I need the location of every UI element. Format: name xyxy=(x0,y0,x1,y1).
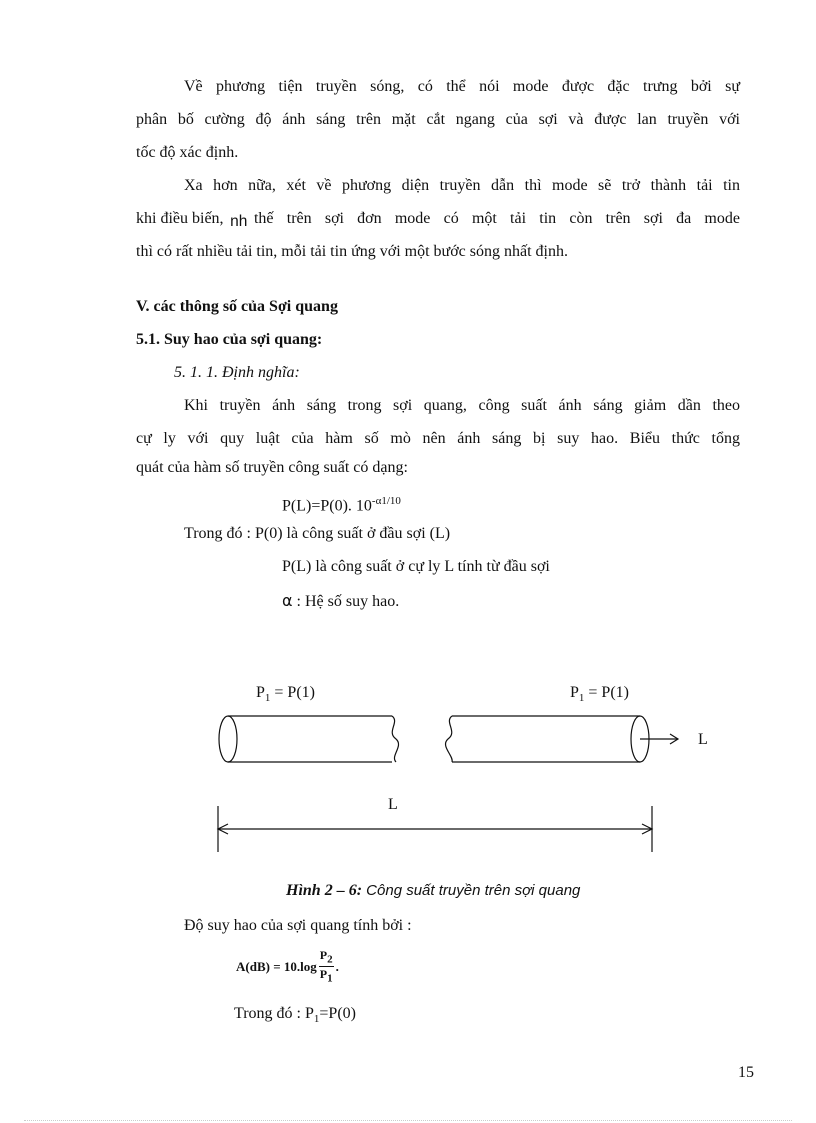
left-power-label-p: P xyxy=(256,684,265,701)
attenuation-formula xyxy=(236,948,339,986)
fraction-denominator xyxy=(320,967,333,985)
fraction-numerator xyxy=(319,948,334,967)
left-power-label-sub: 1 xyxy=(264,692,271,705)
section-heading: V. các thông số của Sợi quang xyxy=(136,298,338,315)
denominator-sub: 1 xyxy=(327,972,333,985)
fiber-diagram xyxy=(200,672,720,862)
right-power-label-p: P xyxy=(570,684,579,701)
paragraph2-line2-start: khi điều biến, xyxy=(136,210,224,227)
subsubsection-heading: 5. 1. 1. Định nghĩa: xyxy=(174,364,300,381)
right-fiber-break xyxy=(446,716,453,762)
fiber-drawing xyxy=(200,672,720,862)
subsection-heading: 5.1. Suy hao của sợi quang: xyxy=(136,331,323,348)
right-power-label-sub: 1 xyxy=(578,692,585,705)
left-fiber-break xyxy=(392,716,399,762)
paragraph2-line3: thì có rất nhiều tải tin, mỗi tải tin ứng với một bước sóng nhất định. xyxy=(136,243,568,260)
definition-p0: Trong đó : P(0) là công suất ở đầu sợi (L) xyxy=(184,525,451,542)
right-power-label-rest: = P(1) xyxy=(584,684,629,701)
attenuation-intro: Độ suy hao của sợi quang tính bởi : xyxy=(184,917,412,934)
attenuation-fraction xyxy=(319,948,334,986)
paragraph2-nh-fragment: nh xyxy=(230,213,248,230)
figure-caption-text: Công suất truyền trên sợi quang xyxy=(362,882,581,899)
length-label: L xyxy=(388,796,398,813)
arrow-label: L xyxy=(698,731,708,748)
power-formula-exponent: -α1/10 xyxy=(371,495,401,507)
figure-caption-label: Hình 2 – 6: xyxy=(286,882,363,899)
where-line-prefix: Trong đó : P xyxy=(234,1005,314,1022)
attenuation-formula-end: . xyxy=(335,958,339,974)
page-bottom-border xyxy=(24,1120,792,1121)
definition-alpha xyxy=(282,590,399,613)
where-line-sub: 1 xyxy=(313,1013,320,1026)
alpha-symbol: α xyxy=(282,591,293,610)
paragraph3-line1: Khi truyền ánh sáng trong sợi quang, công suất ánh sáng giảm dần theo xyxy=(184,397,740,414)
paragraph3-line3: quát của hàm số truyền công suất có dạng: xyxy=(136,459,408,476)
paragraph1-line3: tốc độ xác định. xyxy=(136,144,239,161)
denominator-p: P xyxy=(319,967,328,982)
numerator-sub: 2 xyxy=(327,953,333,966)
power-formula xyxy=(282,490,401,517)
paragraph2-line2-end: thế trên sợi đơn mode có một tải tin còn trên sợi đa mode xyxy=(253,210,740,227)
paragraph1-line2: phân bố cường độ ánh sáng trên mặt cắt ngang của sợi và được lan truyền với xyxy=(136,111,740,128)
paragraph2-line1: Xa hơn nữa, xét về phương diện truyền dẫn thì mode sẽ trở thành tải tin xyxy=(184,177,740,194)
numerator-p: P xyxy=(319,948,328,962)
attenuation-formula-left: A(dB) = 10.log xyxy=(236,958,317,974)
page-number: 15 xyxy=(738,1064,754,1081)
paragraph3-line2: cự ly với quy luật của hàm số mò nên ánh sáng bị suy hao. Biểu thức tổng xyxy=(136,430,740,447)
paragraph1-line1: Về phương tiện truyền sóng, có thể nói mode được đặc trưng bởi sự xyxy=(184,78,740,95)
power-formula-main: P(L)=P(0). 10 xyxy=(282,497,372,515)
alpha-description: : Hệ số suy hao. xyxy=(292,593,400,610)
left-fiber-end xyxy=(219,716,237,762)
left-power-label-rest: = P(1) xyxy=(270,684,315,701)
figure-caption xyxy=(286,882,580,900)
where-line xyxy=(234,1003,356,1030)
paragraph2-line2 xyxy=(136,208,740,230)
definition-pl: P(L) là công suất ở cự ly L tính từ đầu sợi xyxy=(282,558,550,575)
where-line-suffix: =P(0) xyxy=(319,1005,356,1022)
